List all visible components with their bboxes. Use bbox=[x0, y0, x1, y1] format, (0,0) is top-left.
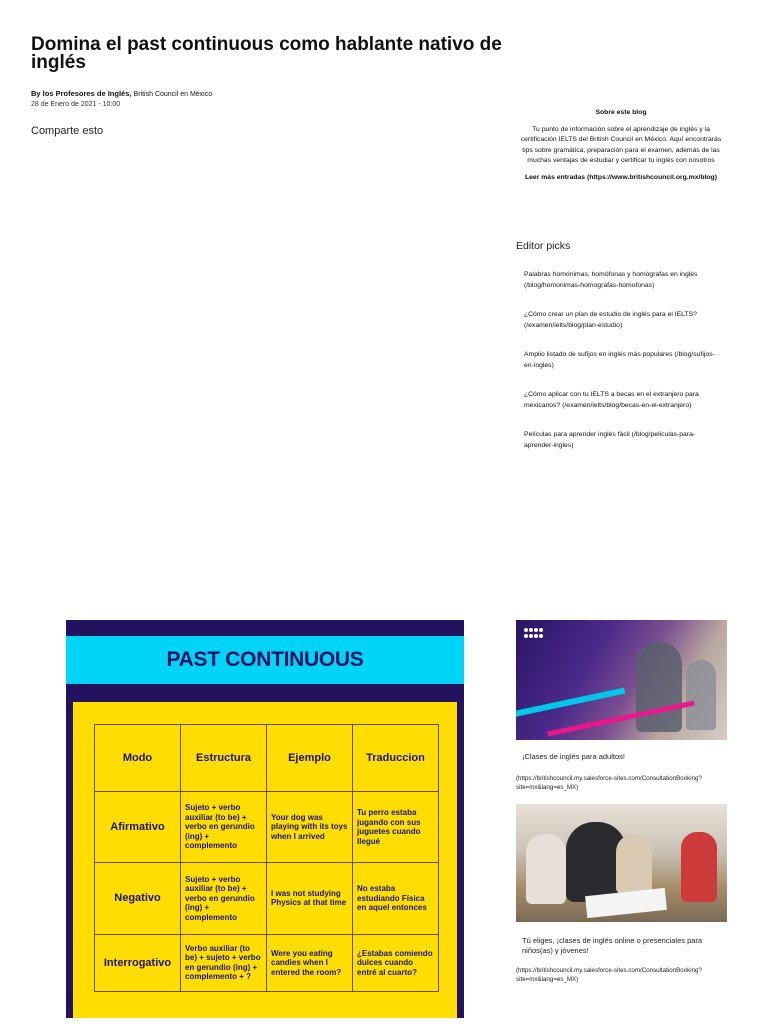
about-heading: Sobre este blog bbox=[595, 109, 647, 116]
adult-classes-link[interactable]: (https://britishcouncil.my.salesforce-sites.com/ConsultationBooking?site=mx&lang=es_MX) bbox=[516, 775, 702, 791]
example-cell: I was not studying Physics at that time bbox=[267, 863, 353, 934]
infographic-title: PAST CONTINUOUS bbox=[166, 648, 364, 671]
table-row bbox=[95, 934, 439, 991]
read-more-link[interactable]: Leer más entradas (https://www.britishcouncil.org.mx/blog) bbox=[525, 173, 717, 181]
photo-person bbox=[526, 834, 566, 904]
decor-stripe bbox=[516, 688, 625, 719]
translation-cell: Tu perro estaba jugando con sus juguetes cuando llegué bbox=[353, 792, 439, 863]
editor-pick-link[interactable]: Amplio listado de sufijos en inglés más populares (/blog/sufijos-en-ingles) bbox=[524, 351, 715, 369]
mode-cell: Afirmativo bbox=[95, 792, 181, 863]
example-cell: Were you eating candies when I entered the room? bbox=[267, 934, 353, 991]
header-modo: Modo bbox=[95, 725, 181, 792]
mode-cell: Negativo bbox=[95, 863, 181, 934]
adult-classes-caption[interactable]: ¡Clases de inglés para adultos! bbox=[522, 752, 625, 761]
byline-org: British Council en México bbox=[133, 91, 213, 98]
infographic-banner bbox=[66, 636, 464, 684]
byline bbox=[31, 89, 212, 98]
photo-person bbox=[686, 660, 716, 730]
british-council-logo bbox=[524, 628, 544, 638]
share-link[interactable]: Comparte esto bbox=[31, 125, 104, 137]
byline-authors: By los Profesores de Inglés, bbox=[31, 89, 132, 98]
table-row bbox=[95, 792, 439, 863]
table-header-row bbox=[95, 725, 439, 792]
header-traduccion: Traduccion bbox=[353, 725, 439, 792]
photo-person bbox=[616, 834, 652, 894]
editor-pick-link[interactable]: ¿Cómo aplicar con tu IELTS a becas en el extranjero para mexicanos? (/examen/ielts/blog/becas-en-el-extranjero) bbox=[524, 391, 699, 409]
photo-person bbox=[636, 642, 682, 732]
about-text: Tu punto de información sobre el aprendizaje de inglés y la certificación IELTS del British Council en México. Aquí encontrarás tips sobre gramática, preparación para el examen, además de las muchas ventajas de estudiar y certificar tu inglés con nosotros bbox=[520, 125, 722, 164]
publish-date: 28 de Enero de 2021 - 10:00 bbox=[31, 101, 121, 108]
kids-classes-link[interactable]: (https://britishcouncil.my.salesforce-sites.com/ConsultationBooking?site=mx&lang=es_MX) bbox=[516, 967, 702, 983]
about-blog bbox=[520, 108, 722, 183]
header-estructura: Estructura bbox=[181, 725, 267, 792]
table-row bbox=[95, 863, 439, 934]
mode-cell: Interrogativo bbox=[95, 934, 181, 991]
infographic-panel bbox=[73, 702, 457, 1018]
editor-pick-link[interactable]: Palabras homónimas, homófonas y homógrafas en inglés (/blog/homonimas-homografas-homofonas) bbox=[524, 271, 698, 289]
structure-cell: Sujeto + verbo auxiliar (to be) + verbo en gerundio (ing) + complemento bbox=[181, 863, 267, 934]
editor-pick-link[interactable]: ¿Cómo crear un plan de estudio de inglés para el IELTS? (/examen/ielts/blog/plan-estudio) bbox=[524, 311, 697, 329]
header-ejemplo: Ejemplo bbox=[267, 725, 353, 792]
kids-classes-caption[interactable]: Tú eliges, ¡clases de inglés online o presenciales para niños(as) y jóvenes! bbox=[522, 936, 703, 955]
photo-toy bbox=[681, 832, 717, 902]
editor-picks-list bbox=[524, 270, 724, 470]
grammar-table bbox=[94, 724, 439, 992]
translation-cell: ¿Estabas comiendo dulces cuando entré al cuarto? bbox=[353, 934, 439, 991]
past-continuous-infographic bbox=[66, 620, 464, 1018]
translation-cell: No estaba estudiando Física en aquel entonces bbox=[353, 863, 439, 934]
article-title: Domina el past continuous como hablante nativo de inglés bbox=[31, 34, 502, 73]
kids-classes-ad-image[interactable] bbox=[516, 804, 727, 922]
structure-cell: Sujeto + verbo auxiliar (to be) + verbo en gerundio (ing) + complemento bbox=[181, 792, 267, 863]
adult-classes-ad-image[interactable] bbox=[516, 620, 727, 740]
editor-pick-link[interactable]: Películas para aprender inglés fácil (/blog/peliculas-para-aprender-ingles) bbox=[524, 431, 696, 449]
structure-cell: Verbo auxiliar (to be) + sujeto + verbo en gerundio (ing) + complemento + ? bbox=[181, 934, 267, 991]
example-cell: Your dog was playing with its toys when I arrived bbox=[267, 792, 353, 863]
editor-picks-title: Editor picks bbox=[516, 240, 571, 252]
